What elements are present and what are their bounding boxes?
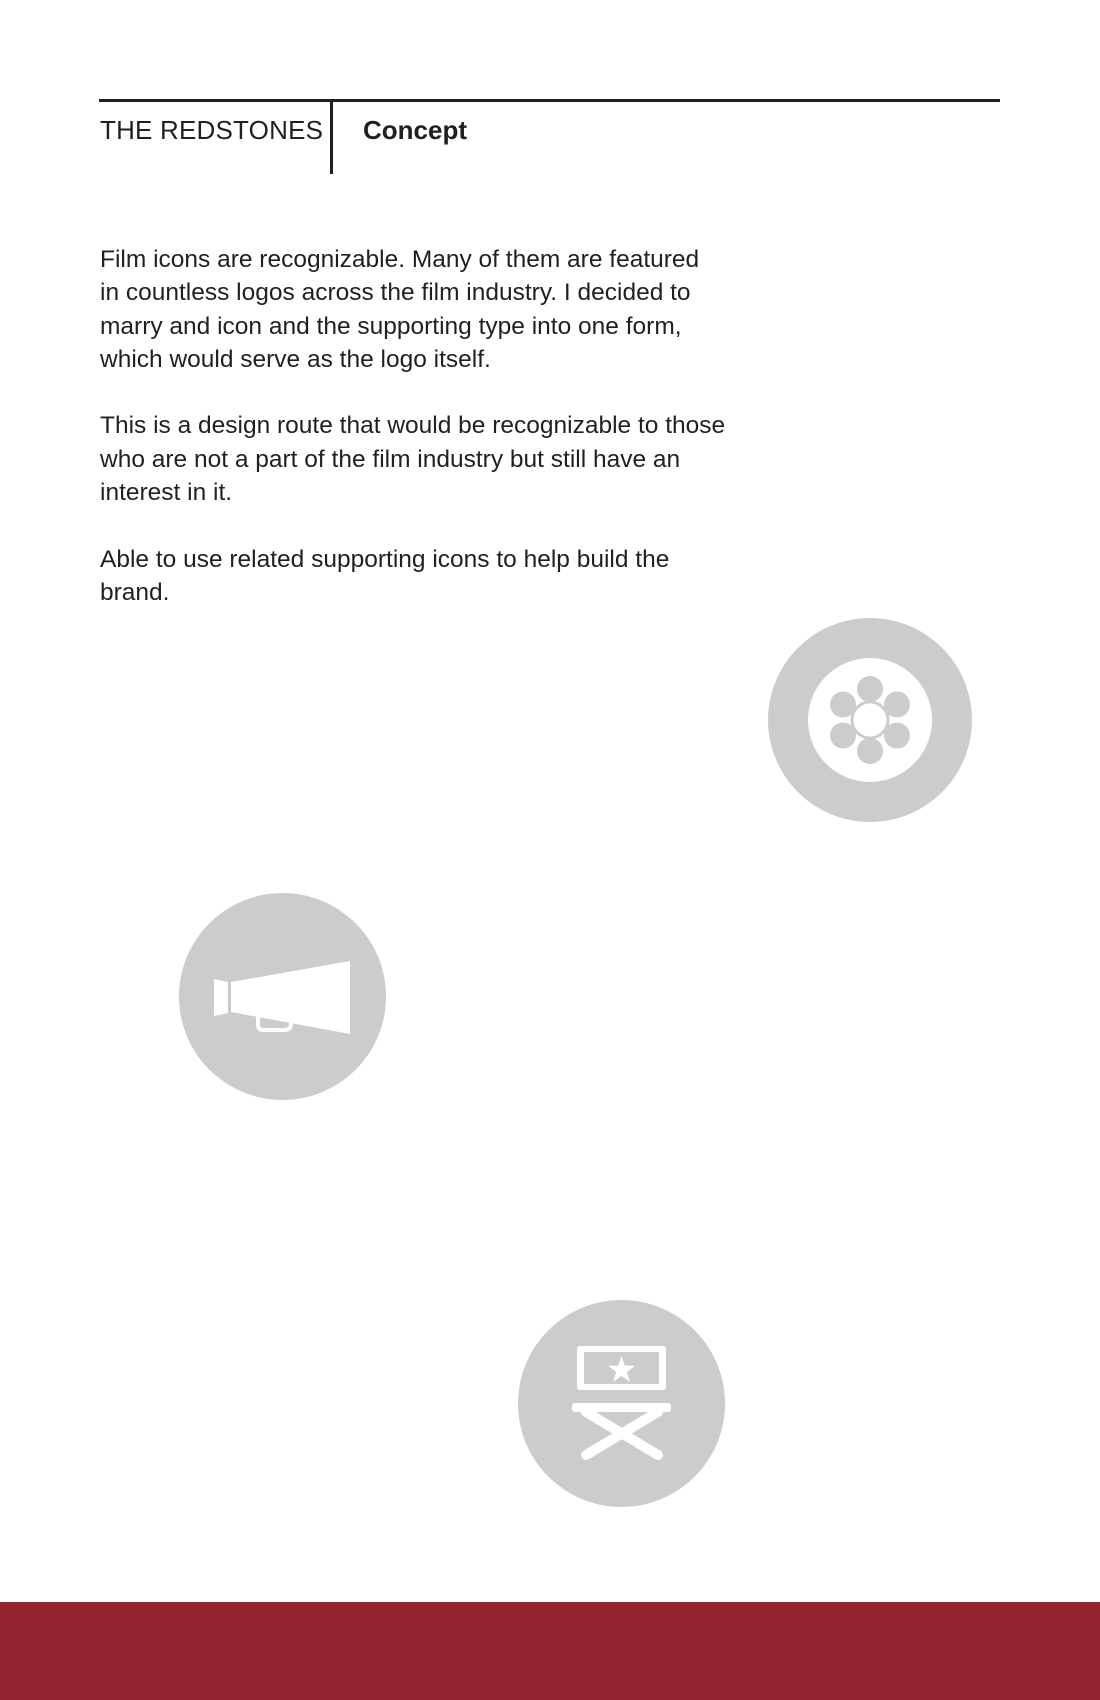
paragraph: Film icons are recognizable. Many of them are featured in countless logos across the film industry. I decided to marry and icon and the supporting type into one form, which would serve as the logo itself. xyxy=(100,246,700,373)
header-rule xyxy=(99,99,1000,102)
megaphone-icon xyxy=(179,893,386,1100)
body-text xyxy=(100,243,780,643)
header-divider xyxy=(330,100,333,174)
brand-name: THE REDSTONES xyxy=(100,115,324,145)
paragraph: Able to use related supporting icons to help build the brand. xyxy=(100,545,670,606)
film-reel-icon xyxy=(768,618,972,822)
section-title: Concept xyxy=(363,115,467,145)
paragraph: This is a design route that would be recognizable to those who are not a part of the film industry but still have an interest in it. xyxy=(100,412,726,507)
footer-band xyxy=(0,1602,1100,1700)
directors-chair-icon xyxy=(518,1300,725,1507)
